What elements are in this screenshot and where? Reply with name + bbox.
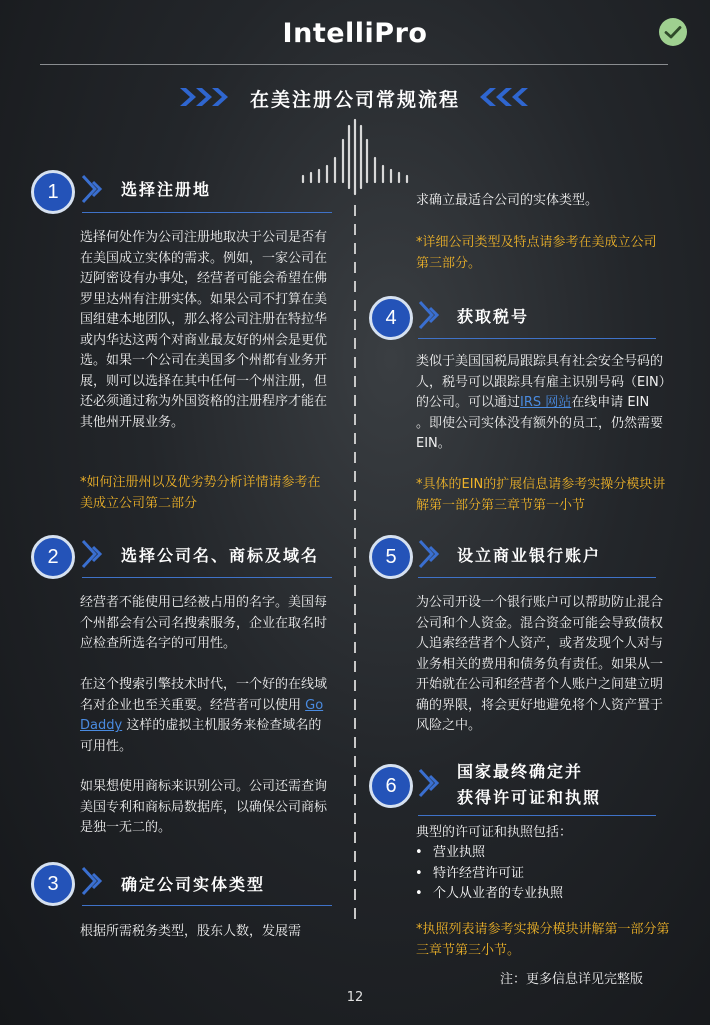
page-number: 12 xyxy=(346,990,364,1005)
section-body xyxy=(416,352,666,455)
section-title: 国家最终确定并 xyxy=(457,762,584,781)
section-body: 求确立最适合公司的实体类型。 xyxy=(416,193,599,208)
section-body: 根据所需税务类型，股东人数，发展需 xyxy=(80,924,302,939)
double-chevron-icon xyxy=(417,538,447,570)
section-title: 确定公司实体类型 xyxy=(121,875,266,894)
section-rule xyxy=(418,577,656,578)
body-text: 在这个搜索引擎技术时代，一个好的在线域名对企业也至关重要。经营者可以使用 xyxy=(80,677,328,713)
logo: IntelliPro xyxy=(282,18,428,49)
section-title: 设立商业银行账户 xyxy=(457,546,602,565)
chevron-left-icon xyxy=(476,86,531,108)
step-number-badge: 2 xyxy=(31,535,75,579)
section-title: 选择公司名、商标及域名 xyxy=(121,546,320,565)
step-number-badge: 4 xyxy=(369,296,413,340)
column-divider xyxy=(354,205,356,920)
header-divider xyxy=(40,64,668,65)
section-rule xyxy=(82,577,332,578)
irs-link[interactable]: IRS 网站 xyxy=(520,395,572,410)
double-chevron-icon xyxy=(417,299,447,331)
section-rule xyxy=(418,815,656,816)
section-body: 选择何处作为公司注册地取决于公司是否有在美国成立实体的需求。例如，一家公司在迈阿密设有办事处，经营者可能会希望在佛罗里达州有注册实体。如果公司不打算在美国组建本地团队，那么将公司注册在特拉华或内华达这两个对商业最友好的州会是更优选。如果一个公司在美国多个州都有业务开展，则可以选择在其中任何一个州注册，但还必须通过称为外国资格的注册程序才能在其他州开展业务。 xyxy=(80,230,328,430)
section-note: *详细公司类型及特点请参考在美成立公司第三部分。 xyxy=(416,235,657,271)
section-note: *具体的EIN的扩展信息请参考实操分模块讲解第一部分第三章节第一小节 xyxy=(416,477,666,513)
section-body xyxy=(80,675,330,757)
soundwave-icon xyxy=(300,118,410,208)
section-body: 经营者不能使用已经被占用的名字。美国每个州都会有公司名搜索服务，企业在取名时应检查所选名字的可用性。 xyxy=(80,595,328,651)
section-body: 典型的许可证和执照包括： xyxy=(416,825,573,840)
footnote: 注：更多信息详见完整版 xyxy=(500,972,644,987)
license-list xyxy=(413,843,663,905)
section-note: *如何注册州以及优劣势分析详情请参考在美成立公司第二部分 xyxy=(80,475,321,511)
section-body: 如果想使用商标来识别公司。公司还需查询美国专利和商标局数据库，以确保公司商标是独一无二的。 xyxy=(80,779,328,835)
double-chevron-icon xyxy=(80,865,110,897)
step-number-badge: 3 xyxy=(31,862,75,906)
section-title: 获得许可证和执照 xyxy=(457,788,602,807)
section-body: 为公司开设一个银行账户可以帮助防止混合公司和个人资金。混合资金可能会导致债权人追索经营者个人资产，或者发现个人对与业务相关的费用和债务负有责任。如果从一开始就在公司和经营者个人账户之间建立明确的界限，将会更好地避免将个人资产置于风险之中。 xyxy=(416,595,664,733)
check-circle-icon xyxy=(659,18,687,46)
body-text: 类似于美国国税局跟踪具有社会安全号码的人，税号可以跟踪具有雇主识别号码（EIN）的公司。可以通过 xyxy=(416,354,666,410)
godaddy-link[interactable]: Go Daddy xyxy=(80,697,324,733)
list-item: • 个人从业者的专业执照 xyxy=(413,884,663,905)
section-rule xyxy=(82,212,332,213)
section-rule xyxy=(418,338,656,339)
list-item: • 营业执照 xyxy=(413,843,663,864)
section-rule xyxy=(82,905,332,906)
body-text: 在线申请 EIN 。即使公司实体没有额外的员工，仍然需要 EIN。 xyxy=(416,395,664,451)
step-number-badge: 6 xyxy=(369,764,413,808)
list-item: • 特许经营许可证 xyxy=(413,864,663,885)
page-title: 在美注册公司常规流程 xyxy=(249,89,460,111)
section-title: 获取税号 xyxy=(457,307,530,326)
step-number-badge: 1 xyxy=(31,170,75,214)
double-chevron-icon xyxy=(80,173,110,205)
section-note: *执照列表请参考实操分模块讲解第一部分第三章节第三小节。 xyxy=(416,922,670,958)
double-chevron-icon xyxy=(417,767,447,799)
body-text: 这样的虚拟主机服务来检查域名的可用性。 xyxy=(80,718,322,754)
double-chevron-icon xyxy=(80,538,110,570)
step-number-badge: 5 xyxy=(369,535,413,579)
section-title: 选择注册地 xyxy=(121,180,212,199)
